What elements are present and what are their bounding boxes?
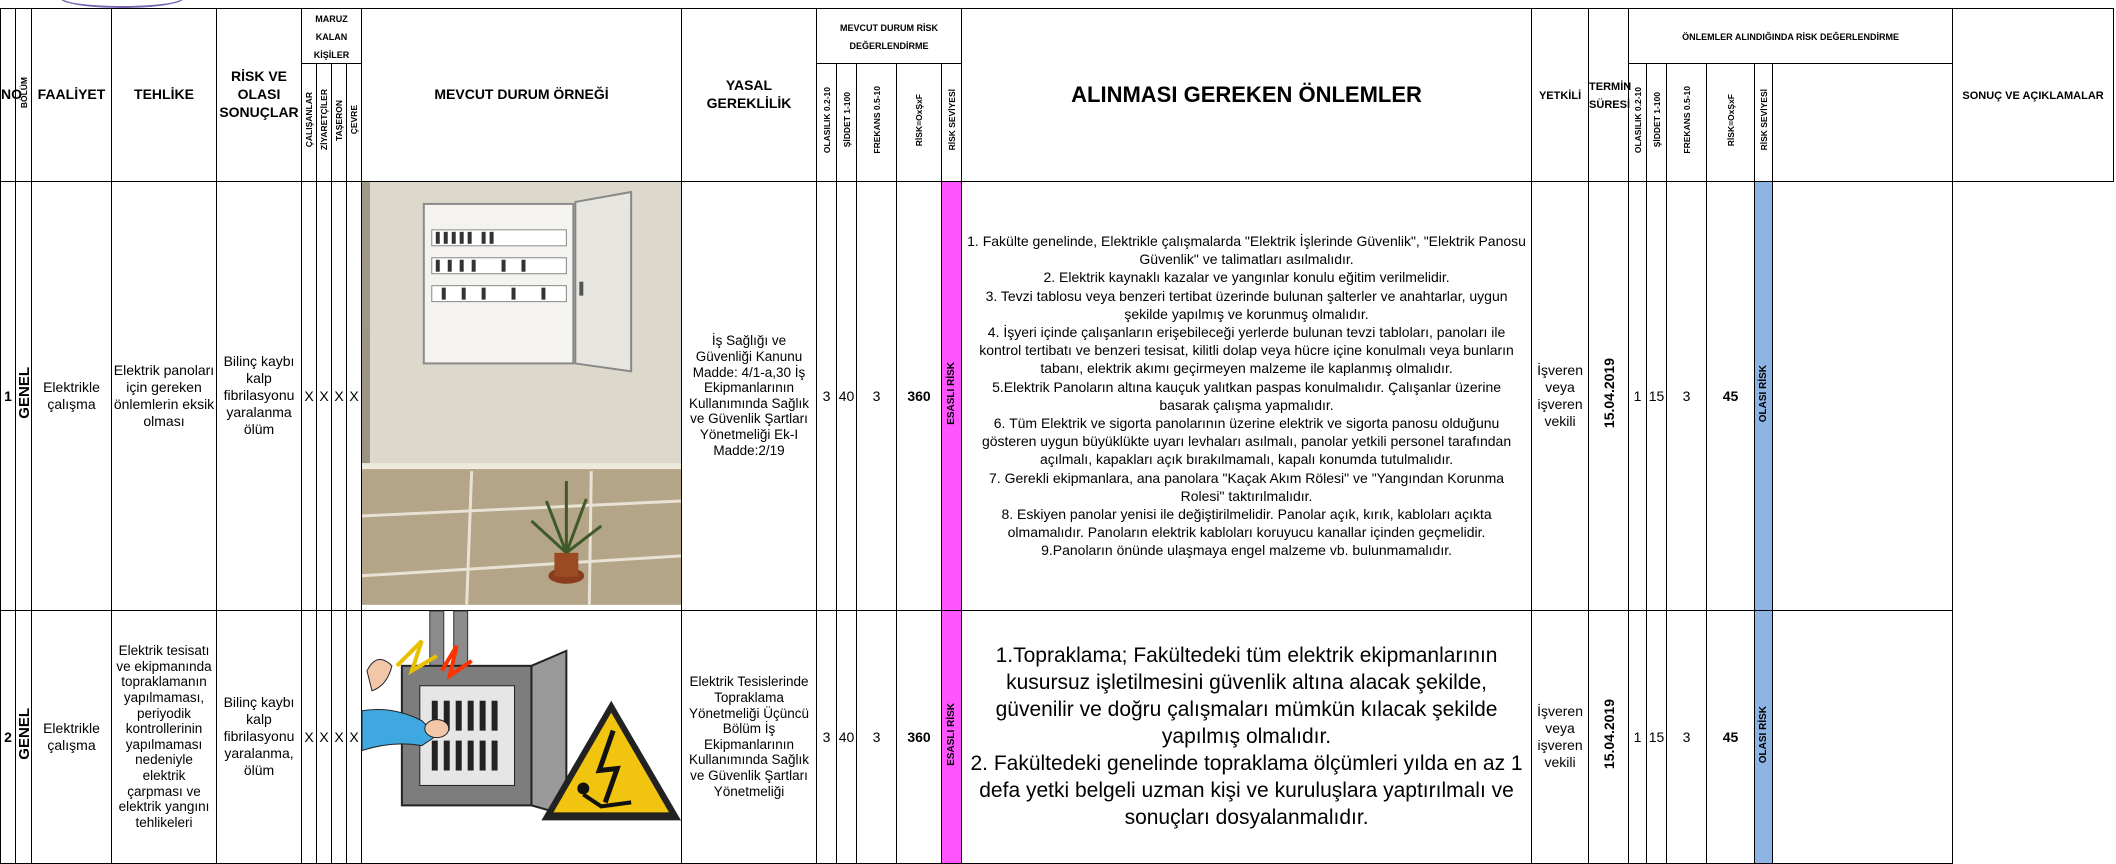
row-yetkili: İşveren veya işveren vekili: [1532, 182, 1589, 611]
row-olasilik: 3: [817, 182, 837, 611]
header-calisanlar: ÇALIŞANLAR: [302, 64, 317, 182]
measure-item: 8. Eskiyen panolar yenisi ile değiştirilmelidir. Panolar açık, kırık, kabloları açıkta olmamalıdır. Panoların elektrik kabloları koruyucu kanallar içinden geçmelidir.: [1001, 506, 1492, 541]
header-sonuc: SONUÇ VE AÇIKLAMALAR: [1953, 9, 2114, 182]
measure-item: 4. İşyeri içinde çalışanların erişebileceği yerlerde bulunan tevzi tabloları, panoları ile kontrol tertibatı ve benzeri tesisat, kilitli dolap veya hücre içine konulmalı veya bunların tabanı, elektrik akımı geçirmeyen malzeme ile kaplanmış olmalıdır.: [979, 324, 1514, 377]
risk-table: [0, 8, 2114, 864]
table-row: [1, 610, 2114, 863]
row-faaliyet: Elektrikle çalışma: [32, 610, 112, 863]
row-risk: 360: [897, 182, 942, 611]
header-olasilik: OLASILIK 0.2-10: [817, 64, 837, 182]
row-risk-sonuc: Bilinç kaybı kalp fibrilasyonu yaralanma, ölüm: [217, 610, 302, 863]
row-olasilik: 3: [817, 610, 837, 863]
header-siddet: ŞİDDET 1-100: [837, 64, 857, 182]
header-yetkili: YETKİLİ: [1532, 9, 1589, 182]
header-yasal: YASAL GEREKLİLİK: [682, 9, 817, 182]
row-risk-seviyesi-2: OLASI RİSK: [1755, 610, 1773, 863]
row-ziyaretciler: X: [317, 610, 332, 863]
row-faaliyet: Elektrikle çalışma: [32, 182, 112, 611]
row-calisanlar: X: [302, 610, 317, 863]
row-onlemler: [962, 610, 1532, 863]
header-risk-seviyesi: RİSK SEVİYESİ: [942, 64, 962, 182]
row-cevre: X: [347, 182, 362, 611]
row-tehlike: Elektrik panoları için gereken önlemlerin eksik olması: [112, 182, 217, 611]
header-risk-sonuc: RİSK VE OLASI SONUÇLAR: [217, 9, 302, 182]
header-frekans-2: FREKANS 0.5-10: [1667, 64, 1707, 182]
measure-item: 7. Gerekli ekipmanlara, ana panolara "Kaçak Akım Rölesi" ve "Yangından Korunma Rolesi" taktırılmalıdır.: [989, 469, 1505, 504]
header-frekans: FREKANS 0.5-10: [857, 64, 897, 182]
measure-item: 3. Tevzi tablosu veya benzeri tertibat üzerinde bulunan şalterler ve anahtarlar, uygun şekilde yapılmış ve korunmuş olmalıdır.: [985, 287, 1508, 322]
row-bolum: GENEL: [16, 610, 32, 863]
header-risk-seviyesi-2: RİSK SEVİYESİ: [1755, 64, 1773, 182]
row-siddet-2: 15: [1647, 610, 1667, 863]
header-olasilik-2: OLASILIK 0.2-10: [1629, 64, 1647, 182]
measure-item: 1.Topraklama; Fakültedeki tüm elektrik ekipmanlarının kusursuz işletilmesini güvenlik altına alacak şekilde, güvenilir ve doğru çalışmaları mümkün kılacak şekilde yapılmış olmalıdır.: [995, 644, 1498, 749]
header-no: NO: [1, 9, 16, 182]
row-sonuc: [1773, 182, 1953, 611]
header-taseron: TAŞERON: [332, 64, 347, 182]
row-yasal: Elektrik Tesislerinde Topraklama Yönetmeliği Üçüncü Bölüm İş Ekipmanlarının Kullanımında Sağlık ve Güvenlik Şartları Yönetmeliği: [682, 610, 817, 863]
row-bolum: GENEL: [16, 182, 32, 611]
header-onlem-risk: ÖNLEMLER ALINDIĞINDA RİSK DEĞERLENDİRME: [1629, 9, 1953, 64]
header-row-top: [1, 9, 2114, 64]
measure-item: 2. Elektrik kaynaklı kazalar ve yangınlar konulu eğitim verilmelidir.: [1043, 269, 1450, 286]
header-onlemler: ALINMASI GEREKEN ÖNLEMLER: [962, 9, 1532, 182]
measure-item: 1. Fakülte genelinde, Elektrikle çalışmalarda "Elektrik İşlerinde Güvenlik", "Elektrik Panosu Güvenlik" ve talimatları asılmalıdır.: [967, 233, 1526, 268]
row-sonuc: [1773, 610, 1953, 863]
measure-item: 6. Tüm Elektrik ve sigorta panolarının üzerine elektrik ve sigorta panosu olduğunu gösteren uygun büyüklükte uyarı levhaları asılmalı, panolar yetkili personel tarafından açılmalı, kapakları açık bırakılmamalı, kapalı konumda tutulmalıdır.: [981, 415, 1512, 468]
row-risk-sonuc: Bilinç kaybı kalp fibrilasyonu yaralanma ölüm: [217, 182, 302, 611]
header-ziyaretciler: ZİYARETÇİLER: [317, 64, 332, 182]
row-olasilik-2: 1: [1629, 610, 1647, 863]
row-calisanlar: X: [302, 182, 317, 611]
row-ziyaretciler: X: [317, 182, 332, 611]
header-mevcut-durum: MEVCUT DURUM ÖRNEĞİ: [362, 9, 682, 182]
electrical-panel-photo: [362, 182, 681, 605]
row-termin: 15.04.2019: [1589, 182, 1629, 611]
header-risk-formula-2: RİSK=OxŞxF: [1707, 64, 1755, 182]
table-row: [1, 182, 2114, 611]
row-siddet-2: 15: [1647, 182, 1667, 611]
logo-fragment: [60, 0, 184, 8]
row-frekans: 3: [857, 182, 897, 611]
row-yetkili: İşveren veya işveren vekili: [1532, 610, 1589, 863]
measure-item: 2. Fakültedeki genelinde topraklama ölçümleri yılda en az 1 defa yetki belgeli uzman kişi ve kuruluşlara yaptırılmalı ve sonuçları dosyalanmalıdır.: [970, 752, 1523, 830]
row-risk: 360: [897, 610, 942, 863]
row-risk-2: 45: [1707, 610, 1755, 863]
measure-item: 5.Elektrik Panoların altına kauçuk yalıtkan paspas konulmalıdır. Çalışanlar üzerine basarak çalışma yapmalıdır.: [992, 378, 1502, 413]
row-frekans: 3: [857, 610, 897, 863]
row-frekans-2: 3: [1667, 610, 1707, 863]
header-bolum: BÖLÜM: [16, 9, 32, 182]
header-tehlike: TEHLİKE: [112, 9, 217, 182]
row-cevre: X: [347, 610, 362, 863]
row-risk-seviyesi: ESASLI RİSK: [942, 182, 962, 611]
row-no: 1: [1, 182, 16, 611]
row-termin: 15.04.2019: [1589, 610, 1629, 863]
row-risk-seviyesi-2: OLASI RİSK: [1755, 182, 1773, 611]
row-frekans-2: 3: [1667, 182, 1707, 611]
row-taseron: X: [332, 610, 347, 863]
row-onlemler: [962, 182, 1532, 611]
header-faaliyet: FAALİYET: [32, 9, 112, 182]
measure-item: 9.Panoların önünde ulaşmaya engel malzeme vb. bulunmamalıdır.: [1041, 542, 1452, 559]
row-no: 2: [1, 610, 16, 863]
row-risk-seviyesi: ESASLI RİSK: [942, 610, 962, 863]
row-siddet: 40: [837, 182, 857, 611]
header-maruz: MARUZ KALAN KİŞİLER: [302, 9, 362, 64]
header-risk-formula: RİSK=OxŞxF: [897, 64, 942, 182]
electric-shock-icon: [362, 611, 681, 858]
row-olasilik-2: 1: [1629, 182, 1647, 611]
header-siddet-2: ŞİDDET 1-100: [1647, 64, 1667, 182]
row-yasal: İş Sağlığı ve Güvenliği Kanunu Madde: 4/1-a,30 İş Ekipmanlarının Kullanımında Sağlık ve Güvenlik Şartları Yönetmeliği Ek-I Madde:2/19: [682, 182, 817, 611]
row-tehlike: Elektrik tesisatı ve ekipmanında topraklamanın yapılmaması, periyodik kontrollerinin yapılmaması nedeniyle elektrik çarpması ve elektrik yangını tehlikeleri: [112, 610, 217, 863]
header-termin: TERMİN SÜRESİ: [1589, 9, 1629, 182]
row-siddet: 40: [837, 610, 857, 863]
panel-photo: [362, 182, 682, 611]
header-mevcut-risk: MEVCUT DURUM RİSK DEĞERLENDİRME: [817, 9, 962, 64]
shock-illustration: [362, 610, 682, 863]
row-risk-2: 45: [1707, 182, 1755, 611]
row-taseron: X: [332, 182, 347, 611]
header-cevre: ÇEVRE: [347, 64, 362, 182]
